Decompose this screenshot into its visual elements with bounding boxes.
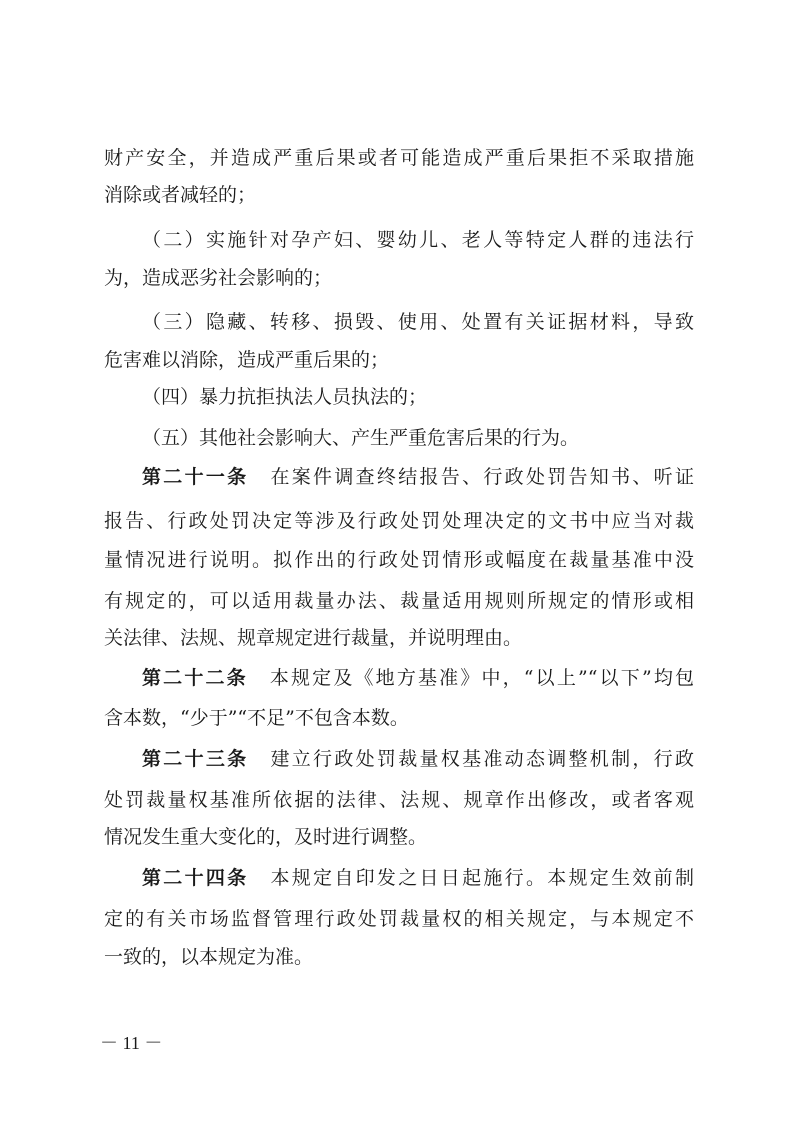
- article-24-title: 第二十四条: [142, 867, 249, 889]
- text-line: 财产安全，并造成严重后果或者可能造成严重后果拒不采取措施: [104, 147, 694, 169]
- article-23-text: 建立行政处罚裁量权基准动态调整机制，行政: [270, 748, 694, 770]
- list-item-4: （四）暴力抗拒执法人员执法的；: [142, 386, 428, 408]
- list-item-2-line: （二）实施针对孕产妇、婴幼儿、老人等特定人群的违法行: [142, 229, 694, 251]
- article-23-title: 第二十三条: [142, 748, 249, 770]
- article-22-title: 第二十二条: [142, 667, 248, 689]
- text-line: 报告、行政处罚决定等涉及行政处罚处理决定的文书中应当对裁: [104, 510, 694, 532]
- text-line: 危害难以消除，造成严重后果的；: [104, 349, 390, 371]
- text-line: 消除或者减轻的；: [104, 184, 257, 206]
- text-line: 量情况进行说明。拟作出的行政处罚情形或幅度在裁量基准中没: [104, 549, 694, 571]
- text-line: 含本数，“少于”“不足”不包含本数。: [104, 707, 409, 729]
- text-line: 有规定的，可以适用裁量办法、裁量适用规则所规定的情形或相: [104, 590, 694, 612]
- article-24-text: 本规定自印发之日日起施行。本规定生效前制: [270, 867, 694, 889]
- article-24-first-line: [142, 863, 694, 893]
- list-item-5: （五）其他社会影响大、产生严重危害后果的行为。: [142, 427, 580, 449]
- article-21-first-line: [142, 462, 694, 492]
- article-21-text: 在案件调查终结报告、行政处罚告知书、听证: [270, 466, 694, 488]
- article-22-first-line: [142, 663, 694, 693]
- article-22-text: 本规定及《地方基准》中，“以上”“以下”均包: [269, 667, 694, 689]
- text-line: 关法律、法规、规章规定进行裁量，并说明理由。: [104, 627, 523, 649]
- text-line: 一致的，以本规定为准。: [104, 946, 314, 968]
- list-item-3-line: （三）隐藏、转移、损毁、使用、处置有关证据材料，导致: [142, 311, 694, 333]
- text-line: 处罚裁量权基准所依据的法律、法规、规章作出修改，或者客观: [104, 789, 694, 811]
- article-21-title: 第二十一条: [142, 466, 249, 488]
- text-line: 定的有关市场监督管理行政处罚裁量权的相关规定，与本规定不: [104, 908, 694, 930]
- page-number: － 11 －: [100, 1033, 163, 1053]
- article-23-first-line: [142, 744, 694, 774]
- text-line: 为，造成恶劣社会影响的；: [104, 267, 333, 289]
- text-line: 情况发生重大变化的，及时进行调整。: [104, 826, 428, 848]
